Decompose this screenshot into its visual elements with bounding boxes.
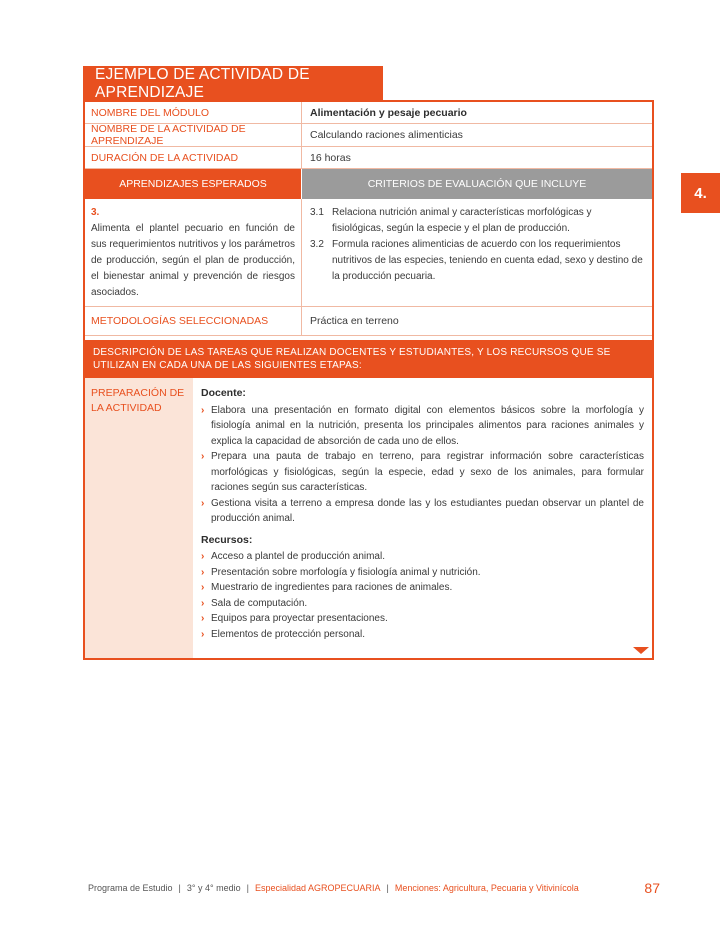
row-actividad [85,124,652,147]
page-footer [88,880,660,896]
aprendizaje-number: 3. [91,207,100,218]
preparacion-content [193,378,652,658]
actividad-value: Calculando raciones alimenticias [310,129,463,141]
criterio-item [310,205,644,237]
chapter-tab: 4. [681,173,720,213]
descripcion-header: DESCRIPCIÓN DE LAS TAREAS QUE REALIZAN DOCENTES Y ESTUDIANTES, Y LOS RECURSOS QUE SE UTILIZAN EN CADA UNA DE LAS SIGUIENTES ETAPAS: [85,340,652,378]
recursos-list [201,549,644,642]
bullet-chevron-icon: › [201,566,205,578]
row-duracion [85,147,652,169]
row-headers [85,169,652,199]
preparacion-label: PREPARACIÓN DE LA ACTIVIDAD [85,378,193,658]
modulo-value: Alimentación y pesaje pecuario [310,106,467,119]
aprendizaje-text: Alimenta el plantel pecuario en función de sus requerimientos nutritivos y los parámetros de producción, según el plan de producción, el bienestar animal y prevención de riesgos asociados. [91,223,295,298]
bullet-chevron-icon: › [201,613,205,624]
actividad-label: NOMBRE DE LA ACTIVIDAD DE APRENDIZAJE [85,124,302,146]
criterio-number: 3.1 [310,207,324,218]
list-item: › Gestiona visita a terreno a empresa donde las y los estudiantes puedan observar un plantel de producción animal. [201,497,644,524]
bullet-chevron-icon: › [201,451,205,462]
footer-nivel: 3° y 4° medio [186,883,241,893]
criterios-cell [302,199,652,306]
list-item: › Prepara una pauta de trabajo en terreno, para registrar información sobre características morfológicas y fisiológicas, según la especie, edad y sexo de los animales, para formular raciones según sus características. [201,451,644,493]
list-item: › Sala de computación. [201,596,644,612]
row-modulo [85,102,652,124]
list-item: › Elementos de protección personal. [201,627,644,643]
docente-title: Docente: [201,387,246,399]
footer-menciones: Menciones: Agricultura, Pecuaria y Vitivinícola [394,883,579,893]
footer-especialidad: Especialidad AGROPECUARIA [254,883,381,893]
footer-programa: Programa de Estudio [88,883,173,893]
docente-list [201,403,644,527]
duracion-label: DURACIÓN DE LA ACTIVIDAD [85,147,302,168]
list-item: › Muestrario de ingredientes para raciones de animales. [201,580,644,596]
footer-separator: | [246,883,249,893]
header-aprendizajes: APRENDIZAJES ESPERADOS [85,169,302,199]
bullet-chevron-icon: › [201,497,205,509]
bullet-chevron-icon: › [201,597,205,609]
criterio-item [310,237,644,285]
bullet-chevron-icon: › [201,404,205,416]
criterio-number: 3.2 [310,239,324,250]
header-criterios: CRITERIOS DE EVALUACIÓN QUE INCLUYE [302,169,652,199]
list-item: › Presentación sobre morfología y fisiología animal y nutrición. [201,565,644,581]
continue-triangle-icon [633,647,649,654]
criterio-text: Relaciona nutrición animal y características morfológicas y fisiológicas, según la especie y el plan de producción. [332,207,592,234]
footer-separator: | [386,883,389,893]
bullet-chevron-icon: › [201,551,205,562]
list-item: › Equipos para proyectar presentaciones. [201,611,644,627]
bullet-chevron-icon: › [201,582,205,593]
list-item: › Acceso a plantel de producción animal. [201,549,644,565]
activity-table [83,100,654,660]
bullet-chevron-icon: › [201,628,205,640]
row-aprendizaje [85,199,652,307]
modulo-label: NOMBRE DEL MÓDULO [85,102,302,123]
duracion-value: 16 horas [310,151,351,164]
aprendizaje-cell [85,199,302,306]
metodologias-label: METODOLOGÍAS SELECCIONADAS [85,307,302,335]
row-metodologias [85,307,652,336]
recursos-title: Recursos: [201,533,253,546]
activity-title: EJEMPLO DE ACTIVIDAD DE APRENDIZAJE [83,66,383,101]
criterio-text: Formula raciones alimenticias de acuerdo con los requerimientos nutritivos de las especies, teniendo en cuenta edad, sexo y destino de la producción pecuaria. [332,239,643,282]
preparacion-section [85,378,652,658]
list-item: › Elabora una presentación en formato digital con elementos básicos sobre la morfología y fisiología animal en la nutrición, presenta los principales alimentos para raciones animales y explica la capacidad de absorción de cada uno de ellos. [201,404,644,447]
page-number: 87 [644,880,660,896]
footer-separator: | [178,883,181,893]
metodologias-value: Práctica en terreno [310,315,399,327]
